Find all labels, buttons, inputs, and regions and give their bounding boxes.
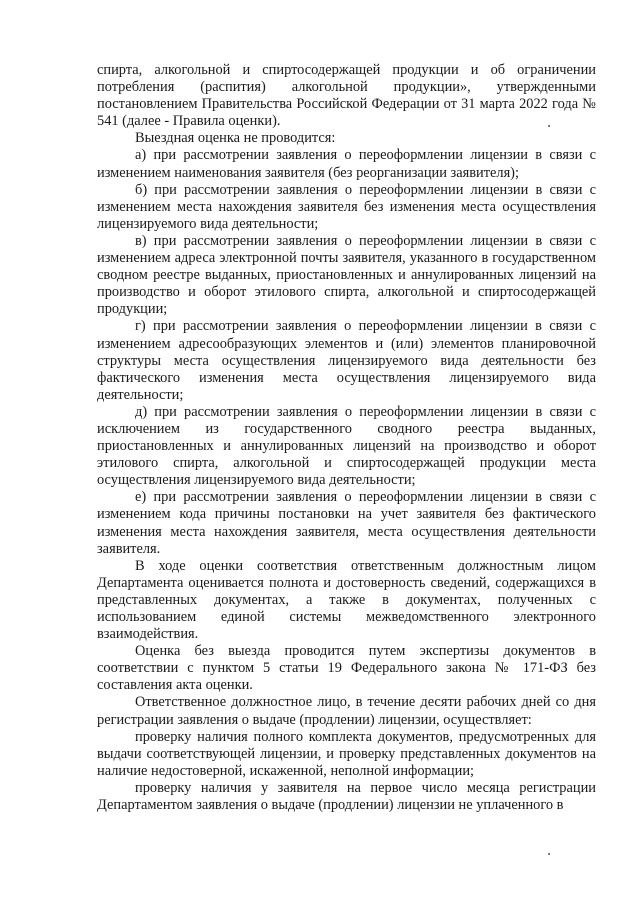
paragraph-desk-review: Оценка без выезда проводится путем экспертизы документов в соответствии с пунктом 5 статьи 19 Федерального закона № 171-ФЗ без составления акта оценки. xyxy=(97,643,596,694)
list-item-g: г) при рассмотрении заявления о переоформлении лицензии в связи с изменением адресообразующих элементов и (или) элементов планировочной структуры места осуществления лицензируемого вида деятельности без фактического изменения места осуществления лицензируемого вида деятельности; xyxy=(97,318,596,403)
list-item-v: в) при рассмотрении заявления о переоформлении лицензии в связи с изменением адреса электронной почты заявителя, указанного в государственном сводном реестре выданных, приостановленных и аннулированных лицензий на производство и оборот этилового спирта, алкогольной и спиртосодержащей продукции; xyxy=(97,232,596,318)
scan-speck xyxy=(548,853,550,855)
list-item-d: д) при рассмотрении заявления о переоформлении лицензии в связи с исключением из государственного сводного реестра выданных, приостановленных и аннулированных лицензий на производство и оборот этилового спирта, алкогольной и спиртосодержащей продукции места осуществления лицензируемого вида деятельности; xyxy=(97,403,596,489)
list-item-a: а) при рассмотрении заявления о переоформлении лицензии в связи с изменением наименования заявителя (без реорганизации заявителя); xyxy=(97,147,596,181)
scan-speck xyxy=(548,125,550,127)
paragraph-exemptions-intro: Выездная оценка не проводится: xyxy=(135,130,336,147)
paragraph-assessment: В ходе оценки соответствия ответственным должностным лицом Департамента оценивается полнота и достоверность сведений, содержащихся в представленных документах, а также в документах, полученных с использованием единой системы межведомственного электронного взаимодействия. xyxy=(97,557,596,643)
list-item-e: е) при рассмотрении заявления о переоформлении лицензии в связи с изменением кода причины постановки на учет заявителя без фактического изменения места нахождения заявителя, места осуществления деятельности заявителя. xyxy=(97,489,596,557)
paragraph-continuation: спирта, алкогольной и спиртосодержащей продукции и об ограничении потребления (распития) алкогольной продукции», утвержденными постановлением Правительства Российской Федерации от 31 марта 2022 года № 541 (далее - Правила оценки). xyxy=(97,62,596,130)
list-item-b: б) при рассмотрении заявления о переоформлении лицензии в связи с изменением места нахождения заявителя без изменения места осуществления лицензируемого вида деятельности; xyxy=(97,181,596,232)
paragraph-completeness-check: проверку наличия полного комплекта документов, предусмотренных для выдачи соответствующей лицензии, и проверку представленных документов на наличие недостоверной, искаженной, неполной информации; xyxy=(97,728,596,779)
paragraph-payment-check: проверку наличия у заявителя на первое число месяца регистрации Департаментом заявления о выдаче (продлении) лицензии не уплаченного в xyxy=(97,779,596,814)
paragraph-responsible-official: Ответственное должностное лицо, в течение десяти рабочих дней со дня регистрации заявления о выдаче (продлении) лицензии, осуществляет: xyxy=(97,694,596,728)
